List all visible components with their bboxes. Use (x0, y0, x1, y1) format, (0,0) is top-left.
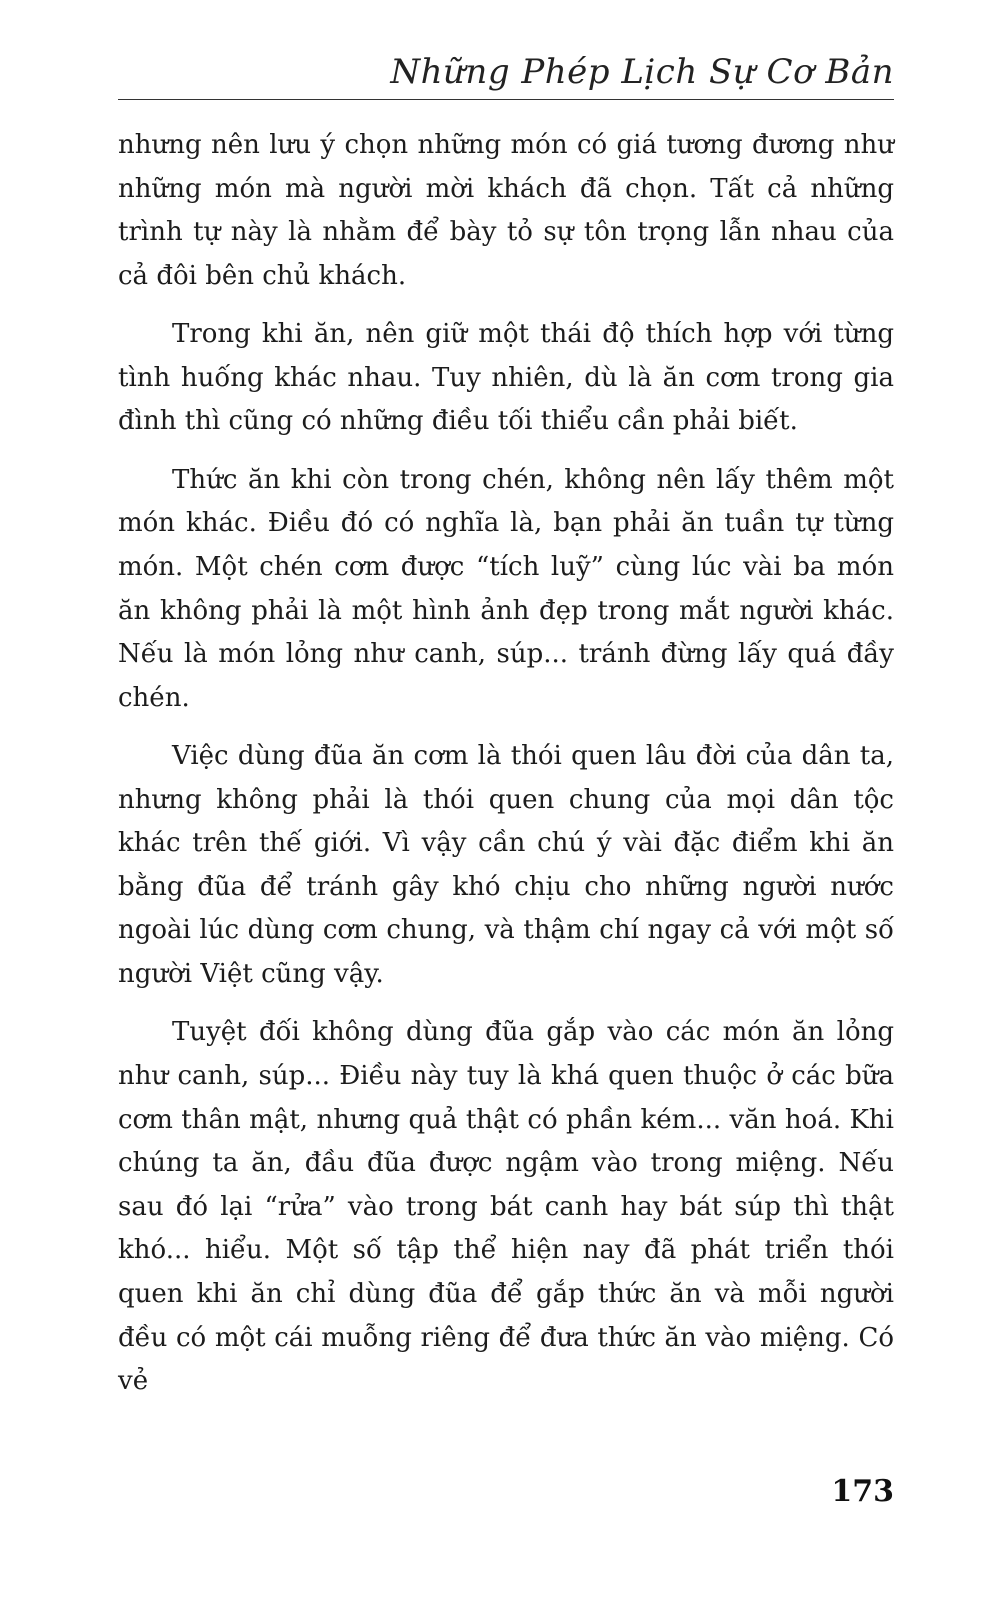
paragraph: Tuyệt đối không dùng đũa gắp vào các món ăn lỏng như canh, súp... Điều này tuy là khá quen thuộc ở các bữa cơm thân mật, nhưng quả thật có phần kém... văn hoá. Khi chúng ta ăn, đầu đũa được ngậm vào trong miệng. Nếu sau đó lại “rửa” vào trong bát canh hay bát súp thì thật khó... hiểu. Một số tập thể hiện nay đã phát triển thói quen khi ăn chỉ dùng đũa để gắp thức ăn và mỗi người đều có một cái muỗng riêng để đưa thức ăn vào miệng. Có vẻ (118, 1017, 894, 1397)
body-text (118, 124, 894, 1419)
paragraph: Việc dùng đũa ăn cơm là thói quen lâu đời của dân ta, nhưng không phải là thói quen chung của mọi dân tộc khác trên thế giới. Vì vậy cần chú ý vài đặc điểm khi ăn bằng đũa để tránh gây khó chịu cho những người nước ngoài lúc dùng cơm chung, và thậm chí ngay cả với một số người Việt cũng vậy. (118, 741, 894, 990)
paragraph: Trong khi ăn, nên giữ một thái độ thích hợp với từng tình huống khác nhau. Tuy nhiên, dù là ăn cơm trong gia đình thì cũng có những điều tối thiểu cần phải biết. (118, 319, 894, 437)
header-rule (118, 99, 894, 100)
page-number: 173 (831, 1474, 894, 1509)
running-header-title: Những Phép Lịch Sự Cơ Bản (390, 52, 894, 92)
paragraph-continued: nhưng nên lưu ý chọn những món có giá tương đương như những món mà người mời khách đã chọn. Tất cả những trình tự này là nhằm để bày tỏ sự tôn trọng lẫn nhau của cả đôi bên chủ khách. (118, 130, 894, 291)
paragraph: Thức ăn khi còn trong chén, không nên lấy thêm một món khác. Điều đó có nghĩa là, bạn phải ăn tuần tự từng món. Một chén cơm được “tích luỹ” cùng lúc vài ba món ăn không phải là một hình ảnh đẹp trong mắt người khác. Nếu là món lỏng như canh, súp... tránh đừng lấy quá đầy chén. (118, 464, 894, 713)
